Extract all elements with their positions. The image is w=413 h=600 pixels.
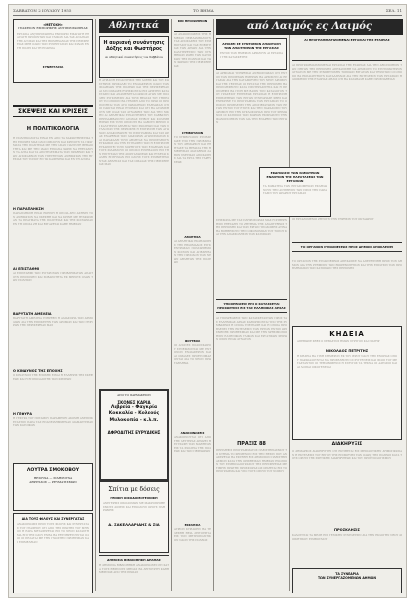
- baths-ad-line1: ΘΕΙΟΥΧΑ — ΣΙΔΗΡΟΥΧΑ: [33, 476, 73, 480]
- column-3-section: ΑΘΛΗΤΙΚΑ: [184, 235, 201, 239]
- pharmacy-ad-line: Μυλοκοπία - κ.λ.π.: [109, 417, 159, 423]
- running-header: [13, 7, 402, 16]
- funeral-notice-title: ΚΗΔΕΙΑ: [329, 330, 365, 338]
- header-paper: ΤΟ ΒΗΜΑ: [193, 8, 214, 13]
- column-3: [174, 19, 211, 593]
- politics-title: Η ΠΟΛΙΤΙΚΟΛΟΓΙΑ: [26, 126, 80, 132]
- sports-masthead: [99, 19, 169, 33]
- funeral-notice-name: ΝΙΚΟΛΑΟΣ ΠΕΤΡΙΤΗΣ: [325, 349, 369, 353]
- merchant-title: «ΜΕΤΟΧΗ»: [43, 23, 63, 27]
- baths-ad-title: ΛΟΥΤΡΑ ΣΜΟΚΟΒΟΥ: [26, 468, 80, 473]
- column-1: [13, 19, 93, 593]
- section-heading: ΑΙ ΕΠΙΣΤΑΘΜΙ: [13, 267, 40, 271]
- pharmacy-ad: [99, 389, 169, 481]
- merchant-box: [13, 19, 93, 83]
- pharmacy-ad-line: Λιβρεία - Φαγκρία: [110, 404, 158, 410]
- column-5: [292, 38, 402, 593]
- baths-ad: [13, 463, 93, 511]
- local-news-masthead: [216, 19, 403, 35]
- funeral-notice-text: ΑΠΕΒΙΩΣΕ ΧΘΕΣ Ο ΣΕΒΑΣΤΟΣ ΗΜΩΝ ΣΥΖΥΓΟΣ ΚΑΙ ΠΑΤΗΡ: [297, 340, 380, 343]
- baths-ad-line2: ΑΘΡΙΤΙΔΟΣ — ΡΕΥΜΑΤΙΣΜΩΝ: [29, 479, 77, 484]
- funeral-notice: [292, 326, 402, 440]
- merchant-text: ΕΡΓΑΣΙΑ ΑΝΤΙΠΡΟΣΩΠΕΙΑ ΕΜΠΟΡΙΟ ΕΙΣΑΓΩΓΗ ΕΞΑΓΩΓΗ ΠΡΟΪΟΝΤΩΝ ΚΑΙ ΥΛΙΚΩΝ ΔΙΑ ΤΑΣ ΑΝΑΓΚΑΣ ΤΗΣ ΑΓΟΡΑΣ ΚΑΙ ΤΗΣ ΒΙΟΜΗΧΑΝΙΑΣ ΤΗΣ ΠΕΡΙΦΕΡΕΙΑΣ ΜΕΘ ΟΛΩΝ ΤΩΝ ΣΥΝΕΡΓΑΤΩΝ ΚΑΙ ΦΙΛΩΝ ΕΝ ΤΗ ΠΟΛΕΙ ΚΑΙ ΤΗ ΕΠΑΡΧΙΑ: [17, 32, 89, 50]
- headline-bar: [13, 105, 93, 117]
- column-3-section: ΑΝΑΚΟΙΝΩΣΕΙΣ: [180, 431, 205, 435]
- column-2: [99, 19, 169, 593]
- politics-text: Η ΠΟΛΙΤΙΚΟΛΟΓΙΑ ΕΙΝΑΙ ΕΝ ΑΠΟ ΤΑ ΧΑΡΑΚΤΗΡΙΣΤΙΚΑ ΤΗΣ ΕΠΟΧΗΣ ΜΑΣ ΟΛΟΙ ΟΜΙΛΟΥΝ ΚΑΙ ΚΡΙΝΟΥΝ ΤΑ ΠΡΑΓΜΑΤΑ ΤΗΣ ΠΟΛΙΤΕΙΑΣ ΜΕ ΤΗΝ ΙΔΙΑΝ ΠΑΝΤΟΤΕ ΒΕΒΑΙΟΤΗΤΑ ΚΑΙ ΜΕ ΤΗΝ ΙΔΙΑΝ ΕΥΚΟΛΙΑ ΧΩΡΙΣ ΝΑ ΕΞΕΤΑΖΟΥΝ ΤΑ ΑΙΤΙΑ ΚΑΙ ΤΑ ΑΠΟΤΕΛΕΣΜΑΤΑ ΤΩΝ ΠΡΑΞΕΩΝ ΚΑΙ ΤΩΝ ΑΠΟΦΑΣΕΩΝ ΤΩΝ ΥΠΕΥΘΥΝΩΝ ΑΝΘΡΩΠΩΝ ΤΗΣ ΗΓΕΣΙΑΣ ΤΟΥ ΤΟΠΟΥ ΕΝ ΤΩ ΚΑΦΕΝΕΙΩ ΚΑΙ ΕΝ ΤΗ ΑΓΟΡΑ: [13, 137, 93, 161]
- match-subtitle: Αι αθλητικαί συναντήσεις του Σαββάτου: [104, 55, 164, 59]
- column-3-text: ΟΙ ΑΓΩΝΕΣ ΠΟΔΟΣΦΑΙΡΟΥ ΣΥΝΕΧΙΖΟΝΤΑΙ ΜΕ ΕΝΤΟΝΟΝ ΕΝΔΙΑΦΕΡΟΝ ΚΑΙ ΑΙ ΟΜΑΔΕΣ ΠΡΟΕΤΟΙΜΑΖΟΝΤΑΙ ΔΙΑ ΤΟ ΝΕΟΝ ΠΡΩΤΑΘΛΗΜΑ: [174, 344, 211, 365]
- sports-text: Η ΑΥΡΙΑΝΗ ΣΥΝΑΝΤΗΣΙΣ ΤΗΣ ΔΟΞΗΣ ΚΑΙ ΤΟΥ ΦΩΣΤΗΡΟΣ ΠΡΟΚΑΛΕΙ ΤΟ ΕΝΔΙΑΦΕΡΟΝ ΟΛΩΝ ΤΩΝ ΦΙΛΑΘΛΩΝ ΤΗΣ ΠΟΛΕΩΣ ΚΑΙ ΤΗΣ ΠΕΡΙΦΕΡΕΙΑΣ ΑΙ ΔΥΟ ΟΜΑΔΕΣ ΕΥΡΙΣΚΟΝΤΑΙ ΕΙΣ ΑΡΙΣΤΗΝ ΚΑΤΑΣΤΑΣΙΝ ΚΑΙ ΑΝΑΜΕΝΕΤΑΙ ΩΡΑΙΟΣ ΑΓΩΝ ΜΕ ΠΟΛΛΗΝ ΣΥΓΚΙΝΗΣΙΝ ΔΙΑ ΤΟΥΣ ΘΕΑΤΑΣ ΤΟΥ ΓΗΠΕΔΟΥ ΤΟ ΟΠΟΙΟΝ ΘΑ ΓΕΜΙΣΗ ΑΠΟ ΤΟ ΠΡΩΙ ΟΙ ΠΡΟΠΟΝΗΤΑΙ ΤΩΝ ΔΥΟ ΣΩΜΑΤΕΙΩΝ ΕΔΗΛΩΣΑΝ ΟΤΙ ΟΙ ΠΑΙΚΤΑΙ ΕΙΝΑΙ ΕΤΟΙΜΟΙ ΚΑΙ ΟΤΙ ΘΑ ΑΓΩΝΙΣΘΟΥΝ ΜΕ ΟΛΑΣ ΤΑΣ ΔΥΝΑΜΕΙΣ ΤΩΝ ΔΙΑ ΤΗΝ ΝΙΚΗΝ ΑΙ ΑΘΛΗΤΙΚΑΙ ΣΥΝΑΝΤΗΣΕΙΣ ΤΟΥ ΣΑΒΒΑΤΟΥ ΠΕΡΙΛΑΜΒΑΝΟΥΝ ΑΓΩΝΑΣ ΣΤΙΒΟΥ ΚΑΙ ΚΟΛΥΜΒΗΣΕΩΣ ΕΙΣ ΤΟΥΣ ΟΠΟΙΟΥΣ ΘΑ ΛΑΒΟΥΝ ΜΕΡΟΣ ΟΙ ΚΑΛΥΤΕΡΟΙ ΑΘΛΗΤΑΙ ΤΩΝ ΣΧΟΛΕΙΩΝ ΚΑΙ ΤΩΝ ΣΥΛΛΟΓΩΝ ΤΗΣ ΠΕΡΙΟΧΗΣ Η ΕΠΙΤΡΟΠΗ ΤΩΝ ΑΓΩΝΩΝ ΑΝΑΚΟΙΝΩΝΕΙ ΤΟ ΠΡΟΓΡΑΜΜΑ ΚΑΙ ΤΑΣ ΩΡΑΣ ΕΝΑΡΞΕΩΣ ΤΩΝ ΔΙΑΦΟΡΩΝ ΑΓΩΝΙΣΜΑΤΩΝ ΚΑΙ ΠΑΡΑΚΑΛΕΙ ΤΟΥΣ ΑΘΛΗΤΑΣ ΝΑ ΠΡΟΣΕΛΘΟΥΝ ΕΓΚΑΙΡΩΣ ΔΙΑ ΤΗΝ ΕΓΓΡΑΦΗΝ ΤΩΝ Η ΕΠΙΤΡΟΠΗ ΕΥΧΑΡΙΣΤΕΙ ΤΟΥΣ ΧΟΡΗΓΟΥΣ ΤΩΝ ΕΠΑΘΛΩΝ ΚΑΙ ΤΟΥΣ ΦΙΛΑΘΛΟΥΣ ΟΙ ΟΠΟΙΟΙ ΣΥΝΕΒΑΛΟΝ ΕΙΣ ΤΗΝ ΕΠΙΤΥΧΙΑΝ ΤΗΣ ΔΙΟΡΓΑΝΩΣΕΩΣ ΚΑΙ ΕΥΧΕΤΑΙ ΚΑΛΗΝ ΕΠΙΤΥΧΙΑΝ ΕΙΣ ΟΛΟΥΣ ΤΟΥΣ ΣΥΜΜΕΤΕΧΟΝΤΑΣ ΑΘΛΗΤΑΣ ΚΑΙ ΤΑΣ ΟΜΑΔΑΣ ΤΗΣ ΠΕΡΙΦΕΡΕΙΑΣ ΜΑΣ: [99, 79, 169, 166]
- obligations-head: [216, 299, 287, 313]
- column-3-section: ΕΚΚΛΗΣΙΑ: [184, 523, 201, 527]
- column-4-lead-title: ΑΡΧΙΖΕΙ ΣΕ ΣΥΝΤΟΜΟΝ ΑΠΑΝΤΑΣΗ ΤΩΝ ΑΠΑΙΤΗΣΕΩΝ ΤΗΣ ΕΡΓΑΣΙΑΣ: [222, 42, 281, 50]
- section-text: ΑΙ ΕΠΙΣΤΑΘΜΙ ΤΩΝ ΣΥΓΧΡΟΝΩΝ ΠΡΟΒΛΗΜΑΤΩΝ ΑΠΑΙΤΟΥΝ ΠΡΟΣΟΧΗΝ ΚΑΙ ΣΟΒΑΡΟΤΗΤΑ ΕΚ ΜΕΡΟΥΣ ΟΛΩΝ ΤΩΝ ΠΟΛΙΤΩΝ: [13, 272, 93, 282]
- column-4-lead-text: ΕΝΤΟΣ ΤΩΝ ΗΜΕΡΩΝ ΑΡΧΙΖΟΥΝ ΑΙ ΕΡΓΑΣΙΑΙ ΤΗΣ ΚΑΤΑΣΚΕΥΗΣ: [220, 52, 283, 59]
- column-headline: ΣΚΕΨΕΙΣ ΚΑΙ ΚΡΙΣΕΙΣ: [18, 108, 88, 115]
- obligations-title: ΥΠΟΧΡΕΩΣΕΙΣ ΕΠΙ Ο ΚΑΤΑΣΚΕΥΑΙ ΠΡΟΧΩΡΗΣΙΣ ΕΙΣ ΤΑΣ ΕΛΛΗΝΙΚΑΣ ΑΡΧΑΣ: [217, 302, 286, 310]
- unions-footer-title: ΤΑ ΣΥΝΕΔΡΙΑ: [335, 572, 359, 576]
- column-4-text: ΑΙ ΥΠΟΧΡΕΩΣΕΙΣ ΤΩΝ ΚΑΤΑΣΚΕΥΑΣΤΩΝ ΠΡΟΣ ΤΑΣ ΕΛΛΗΝΙΚΑΣ ΑΡΧΑΣ ΚΑΘΟΡΙΖΟΝΤΑΙ ΥΠΟ ΤΗΣ ΣΥΜΒΑΣΕΩΣ Η ΟΠΟΙΑ ΥΠΕΓΡΑΦΗ ΚΑΙ Η ΟΠΟΙΑ ΠΡΟΒΛΕΠΕΙ ΤΗΝ ΕΚΤΕΛΕΣΙΝ ΤΩΝ ΕΡΓΩΝ ΕΝΤΟΣ ΩΡΙΣΜΕΝΗΣ ΠΡΟΘΕΣΜΙΑΣ ΚΑΙ ΜΕ ΤΗΝ ΧΡΗΣΙΜΟΠΟΙΗΣΙΝ ΕΛΛΗΝΙΚΩΝ ΥΛΙΚΩΝ ΚΑΙ ΕΡΓΑΤΙΚΩΝ ΧΕΙΡΩΝ ΟΣΟΝ ΕΙΝΑΙ ΔΥΝΑΤΟΝ: [216, 317, 287, 341]
- header-page: ΣΕΛ. 11: [385, 8, 402, 13]
- column-4-lead: [216, 38, 287, 70]
- sports-masthead-title: Αθλητικά: [109, 21, 159, 31]
- column-3-text: ΤΟ ΣΥΜΒΟΥΛΙΟΝ ΣΥΝΕΔΡΙΑΣΕ ΥΠΟ ΤΗΝ ΠΡΟΕΔΡΙΑΝ ΤΟΥ ΔΗΜΑΡΧΟΥ ΚΑΙ ΕΞΗΤΑΣΕ ΤΑ ΘΕΜΑΤΑ ΤΗΣ ΗΜΕΡΗΣΙΑΣ ΔΙΑΤΑΞΕΩΣ ΛΑΒΟΝ ΣΧΕΤΙΚΑΣ ΑΠΟΦΑΣΕΙΣ ΔΙΑ ΤΑ ΕΡΓΑ ΤΗΣ ΥΔΡΕΥΣΕΩΣ: [174, 136, 211, 164]
- houses-ad-subtitle: ΓΕΝΙΚΗ ΟΙΚΟΔΟΜΟΤΕΧΝΙΚΗ: [110, 496, 158, 500]
- library-notice-text: Η ΔΗΜΟΣΙΑ ΒΙΒΛΙΟΘΗΚΗ ΑΝΑΚΟΙΝΩΝΕΙ ΟΤΙ ΚΑΤΑ ΤΟΥΣ ΘΕΡΙΝΟΥΣ ΜΗΝΑΣ ΘΑ ΛΕΙΤΟΥΡΓΗ ΚΑΘΗΜΕΡΙΝΩΣ ΑΠΟ ΤΗΣ ΠΡΩΙΑΣ: [99, 564, 169, 574]
- column-5-lead-title: ΑΙ ΠΡΟΓΡΑΜΜΑΤΙΖΟΜΕΝΑΙ ΕΡΓΑΣΙΑΙ ΤΗΣ ΕΤΑΙΡΙΑΣ: [304, 38, 390, 42]
- column-rule: [213, 19, 214, 591]
- column-4-text: ΑΙ ΑΡΜΟΔΙΑΙ ΥΠΗΡΕΣΙΑΙ ΑΝΕΚΟΙΝΩΣΑΝ ΟΤΙ ΕΝΤΟΣ ΤΩΝ ΠΡΟΣΕΧΩΝ ΗΜΕΡΩΝ ΘΑ ΑΡΧΙΣΟΥΝ ΑΙ ΕΡΓΑΣΙΑΙ ΔΙΑ ΤΗΝ ΚΑΤΑΣΚΕΥΗΝ ΤΟΥ ΝΕΟΥ ΔΡΟΜΟΥ ΚΑΙ ΤΗΣ ΓΕΦΥΡΑΣ ΟΙ ΕΡΓΑΤΑΙ ΤΗΣ ΠΕΡΙΟΧΗΣ ΘΑ ΠΡΟΣΛΗΦΘΟΥΝ ΚΑΤΑ ΠΡΟΤΕΡΑΙΟΤΗΤΑ ΚΑΙ Η ΠΡΟΣΛΗΨΙΣ ΘΑ ΓΙΝΗ ΜΕ ΒΑΣΙΝ ΤΟΝ ΚΑΤΑΛΟΓΟΝ ΤΟΥ ΓΡΑΦΕΙΟΥ ΕΥΡΕΣΕΩΣ ΕΡΓΑΣΙΑΣ Η ΕΠΙΤΡΟΠΗ ΕΠΙΒΛΕΨΕΩΣ ΤΩΝ ΕΡΓΩΝ ΣΥΝΕΔΡΙΑΣΕ ΧΘΕΣ ΚΑΙ ΕΝΕΚΡΙΝΕ ΤΟ ΠΡΟΓΡΑΜΜΑ ΤΩΝ ΕΡΓΑΣΙΩΝ ΤΟ ΟΠΟΙΟΝ ΠΡΟΒΛΕΠΕΙ ΤΗΝ ΑΠΟΠΕΡΑΤΩΣΙΝ ΤΩΝ ΕΡΓΩΝ ΕΝΤΟΣ ΤΟΥ ΕΤΟΥΣ ΚΑΙ ΤΗΝ ΠΑΡΑΔΟΣΙΝ ΤΟΥ ΔΡΟΜΟΥ ΕΙΣ ΤΗΝ ΚΥΚΛΟΦΟΡΙΑΝ ΠΡΟ ΤΟΥ ΧΕΙΜΩΝΟΣ ΟΙ ΚΑΤΟΙΚΟΙ ΤΩΝ ΧΩΡΙΩΝ ΕΚΦΡΑΖΟΥΝ ΤΗΝ ΙΚΑΝΟΠΟΙΗΣΙΝ ΤΩΝ ΔΙΑ ΤΗΝ ΕΝΑΡΞΙΝ ΤΩΝ ΕΡΓΩΝ: [216, 72, 287, 124]
- houses-ad: [99, 481, 169, 553]
- header-date: ΣΑΒΒΑΤΟΝ 2 ΙΟΥΛΙΟΥ 1955: [13, 8, 72, 13]
- pharmacy-ad-footer: ΑΦΡΟΔΙΤΗΣ ΕΥΡΥΔΙΚΗΣ: [107, 430, 161, 436]
- merchant-tag: ΣΥΝΕΡΓΑΣΙΑ: [42, 64, 64, 69]
- column-3-section: ΦΟΥΤΒΟΛ: [184, 339, 201, 343]
- sale-heading: ΠΡΑΞΙΣ 88: [237, 441, 266, 447]
- unions-footer-subtitle: ΤΩΝ ΣΥΝΕΡΓΑΖΟΜΕΝΩΝ ΔΗΜΩΝ: [317, 576, 377, 580]
- section-text: ΠΑΡΑΠΛΗΚΣΗ ΕΙΝΑΙ ΕΚΕΙΝΗ Η ΟΠΟΙΑ ΔΕΝ ΑΦΗΝΕΙ ΤΟΝ ΑΝΘΡΩΠΟΝ ΝΑ ΣΚΕΦΘΗ ΚΑΙ ΝΑ ΚΡΙΝΗ ΜΕ ΨΥΧΡΑΙΜΙΑΝ ΤΑ ΠΡΑΓΜΑΤΑ ΤΗΣ ΠΟΛΙΤΕΙΑΣ ΚΑΙ ΤΗΣ ΚΟΙΝΩΝΙΑΣ ΕΝ ΤΗ ΟΠΟΙΑ ΖΗ ΚΑΙ ΕΡΓΑΖΕΤΑΙ ΚΑΘΕ ΗΜΕΡΑΝ: [13, 212, 93, 226]
- friends-notice-title: ΔΙΑ ΤΟΥΣ ΦΙΛΟΥΣ ΚΑΙ ΣΥΝΕΡΓΑΤΑΣ: [21, 517, 85, 521]
- unions-footer-box: [292, 568, 402, 593]
- friends-notice-text: ΑΝΑΚΟΙΝΩΣΙΣ ΠΡΟΣ ΤΟΥΣ ΦΙΛΟΥΣ ΚΑΙ ΣΥΝΕΡΓΑΤΑΣ ΤΟΥ ΓΡΑΦΕΙΟΥ ΟΤΙ ΑΠΟ ΤΗΣ ΠΡΩΤΗΣ ΤΟΥ ΜΗΝΟΣ Η ΕΔΡΑ ΜΕΤΑΦΕΡΕΤΑΙ ΕΙΣ ΤΟ ΝΕΟΝ ΚΑΤΑΣΤΗΜΑ ΕΠΙ ΤΗΣ ΟΔΟΥ ΕΝΘΑ ΘΑ ΕΞΥΠΗΡΕΤΟΥΝΤΑΙ ΟΛΟΙ ΟΙ ΠΕΛΑΤΑΙ ΜΕ ΤΗΝ ΓΝΩΣΤΗΝ ΠΡΟΘΥΜΙΑΝ ΚΑΙ ΕΠΙΜΕΛΕΙΑΝ: [17, 523, 89, 544]
- funeral-notice-text: Η ΚΗΔΕΙΑ ΘΑ ΓΙΝΗ ΣΗΜΕΡΟΝ ΕΚ ΤΟΥ ΙΕΡΟΥ ΝΑΟΥ ΤΗΣ ΕΝΟΡΙΑΣ ΟΠΟΥ ΠΑΡΑΚΑΛΟΥΝΤΑΙ ΝΑ ΠΡΟΣΕΛΘΟΥΝ ΟΙ ΣΥΓΓΕΝΕΙΣ ΚΑΙ ΦΙΛΟΙ ΤΟΥ ΜΕΤΑΣΤΑΝΤΟΣ ΟΙ ΤΕΘΛΙΜΜΕΝΟΙ Η ΣΥΖΥΓΟΣ ΤΑ ΤΕΚΝΑ ΟΙ ΑΔΕΛΦΟΙ ΚΑΙ ΑΙ ΛΟΙΠΑΙ ΟΙΚΟΓΕΝΕΙΑΙ: [297, 355, 397, 369]
- column-3-text: ΑΙ ΑΘΛΗΤΙΚΑΙ ΕΚΔΗΛΩΣΕΙΣ ΤΗΣ ΕΒΔΟΜΑΔΟΣ ΣΥΓΚΕΝΤΡΩΣΑΝ ΠΟΛΥΑΡΙΘΜΟΝ ΚΟΙΝΟΝ ΚΑΙ ΑΠΕΔΕΙΞΑΝ ΤΗΝ ΠΡΟΟΔΟΝ ΤΩΝ ΝΕΩΝ ΑΘΛΗΤΩΝ ΤΗΣ ΠΟΛΕΩΣ: [174, 240, 211, 264]
- column-4-text: ΣΥΜΦΩΝΑ ΜΕ ΤΑΣ ΠΛΗΡΟΦΟΡΙΑΣ ΜΑΣ Η ΚΥΒΕΡΝΗΣΙΣ ΕΞΕΤΑΖΕΙ ΤΟ ΖΗΤΗΜΑ ΤΗΣ ΑΝΑΠΤΥΞΕΩΣ ΤΗΣ ΠΕΡΙΟΧΗΣ ΚΑΙ ΤΩΝ ΕΡΓΩΝ ΥΠΟΔΟΜΗΣ ΑΤΙΝΑ ΘΑ ΒΟΗΘΗΣΟΥΝ ΤΗΝ ΟΙΚΟΝΟΜΙΑΝ ΤΟΥ ΤΟΠΟΥ ΚΑΙ ΤΗΝ ΑΠΑΣΧΟΛΗΣΙΝ ΤΩΝ ΚΑΤΟΙΚΩΝ: [216, 219, 287, 236]
- local-news-masthead-title: από Λαιμός ες Λαιμός: [246, 21, 373, 32]
- column-4-text: ΠΕΡΙΛΗΨΙΣ ΠΡΟΓΡΑΜΜΑΤΟΣ ΠΛΕΙΣΤΗΡΙΑΣΜΟΥ ΤΟ ΚΤΗΜΑ ΤΟ ΚΕΙΜΕΝΟΝ ΕΙΣ ΤΗΝ ΘΕΣΙΝ ΠΟΥ ΑΝΑΦΕΡΕΤΑΙ ΘΑ ΕΚΤΕΘΗ ΕΙΣ ΔΗΜΟΣΙΟΝ ΠΛΕΙΣΤΗΡΙΑΣΜΟΝ ΚΑΤΑ ΤΗΝ ΟΡΙΣΘΕΙΣΑΝ ΗΜΕΡΑΝ ΕΝΩΠΙΟΝ ΤΟΥ ΣΥΜΒΟΛΑΙΟΓΡΑΦΟΥ ΤΗΣ ΠΕΡΙΦΕΡΕΙΑΣ ΜΕ ΤΙΜΗΝ ΠΡΩΤΗΣ ΠΡΟΣΦΟΡΑΣ ΩΣ ΟΡΙΖΕΤΑΙ ΕΙΣ ΤΟ ΠΡΟΓΡΑΜΜΑ ΚΑΙ ΥΠΟ ΤΟΥΣ ΟΡΟΥΣ ΤΟΥ ΝΟΜΟΥ: [216, 449, 287, 473]
- column-3-head: [174, 19, 211, 32]
- section-heading: ΒΑΡΥΤΑΤΗ ΑΜΕΛΕΙΑ: [13, 312, 52, 316]
- column-3-text: ΑΝΑΚΟΙΝΟΥΤΑΙ ΟΤΙ ΑΠΟ ΤΗΣ ΔΕΥΤΕΡΑΣ ΑΡΧΙΖΕΙ Η ΕΓΓΡΑΦΗ ΤΩΝ ΜΑΘΗΤΩΝ ΕΙΣ ΤΑ ΣΧΟΛΕΙΑ ΤΗΣ ΠΟΛΕΩΣ ΚΑΙ ΤΩΝ ΠΕΡΙΧΩΡΩΝ: [174, 436, 211, 453]
- section-heading: Η ΓΕΦΥΡΑ: [13, 412, 32, 416]
- section-heading: Ο ΚΙΝΔΥΝΟΣ ΤΗΣ ΕΠΟΧΗΣ: [13, 369, 63, 373]
- match-title: Η αυριανή συνάντησις Δόξης και Φωστήρος: [103, 41, 165, 52]
- column-5-text: ΤΟ ΟΡΓΑΝΟΝ ΤΗΣ ΣΥΝΑΙΝΕΣΕΩΣ ΑΠΕΦΑΣΙΣΕ ΝΑ ΑΠΕΥΘΥΝΘΗ ΠΡΟΣ ΤΟΝ ΔΗΜΟΝ ΔΙΑ ΤΗΝ ΡΥΘΜΙΣΙΝ ΤΩΝ ΕΚΚΡΕΜΟΤΗΤΩΝ ΚΑΙ ΤΗΝ ΕΠΙΛΥΣΙΝ ΤΩΝ ΠΡΟΒΛΗΜΑΤΩΝ ΤΩΝ ΚΑΤΟΙΚΩΝ ΤΗΣ ΠΕΡΙΟΧΗΣ: [292, 260, 402, 270]
- pharmacy-ad-label: ΑΠΟ ΤΟ ΦΑΡΜΑΚΕΙΟΝ: [117, 393, 151, 397]
- column-rule: [171, 19, 172, 591]
- houses-ad-title: Σπίτια με δόσεις: [108, 486, 160, 493]
- library-notice: [99, 555, 169, 593]
- match-announcement: [99, 36, 169, 78]
- column-5-text: ΟΙ ΕΡΓΑΖΟΜΕΝΟΙ ΖΗΤΟΥΝ ΤΗΝ ΤΗΡΗΣΙΝ ΤΟΥ ΟΚΤΑΩΡΟΥ: [292, 218, 374, 221]
- houses-ad-text: ΑΝΕΓΕΡΣΙΣ ΟΙΚΟΔΟΜΩΝ ΜΕ ΜΑΚΡΟΠΡΟΘΕΣΜΟΥΣ ΔΟΣΕΙΣ ΚΑΙ ΕΥΚΟΛΟΥΣ ΟΡΟΥΣ ΠΛΗΡΩΜΗΣ: [103, 502, 165, 512]
- column-3-section: ΣΥΜΒΟΥΛΙΟΝ: [181, 131, 204, 135]
- pharmacy-ad-line: ΣΚΟΝΕΣ ΚΑΡΙΑ: [117, 399, 151, 405]
- column-5-notice-title: ΤΟ ΟΡΓΑΝΟΝ ΣΥΝΑΙΝΕΣΕΩΣ ΠΡΟΣ ΔΗΜΟΝ ΑΠΟΚΛΕΙΣΕΙ: [300, 245, 394, 249]
- section-text: Η ΓΕΦΥΡΑ ΤΟΥ ΠΟΤΑΜΟΥ ΠΑΡΑΜΕΝΕΙ ΑΚΟΜΗ ΑΝΕΠΙΣΚΕΥΑΣΤΟΣ ΠΑΡΑ ΤΑΣ ΕΠΑΝΕΙΛΗΜΜΕΝΑΣ ΔΙΑΜΑΡΤΥΡΙΑΣ ΤΩΝ ΚΑΤΟΙΚΩΝ: [13, 417, 93, 427]
- column-rule: [95, 19, 96, 591]
- section-text: ΒΑΡΥΤΑΤΗ ΑΜΕΛΕΙΑ ΥΠΗΡΞΕΝ Η ΑΔΙΑΦΟΡΙΑ ΤΩΝ ΑΡΜΟΔΙΩΝ ΔΙΑ ΤΗΝ ΕΠΙΣΚΕΥΗΝ ΤΩΝ ΔΡΟΜΩΝ ΚΑΙ ΤΩΝ ΓΕΦΥΡΩΝ ΤΗΣ ΠΕΡΙΦΕΡΕΙΑΣ ΜΑΣ: [13, 317, 93, 327]
- column-5-notice: [292, 242, 402, 252]
- unions-box-text: ΤΑ ΣΩΜΑΤΕΙΑ ΤΩΝ ΕΡΓΑΖΟΜΕΝΩΝ ΕΚΔΗΛΩΝΟΥΝ ΤΗΝ ΑΝΤΙΘΕΣΙΝ ΤΩΝ ΠΡΟΣ ΤΗΝ ΠΑΡΑΤΑΣΙΝ ΤΟΥ ΩΡΑΡΙΟΥ ΕΡΓΑΣΙΑΣ: [263, 185, 327, 195]
- library-notice-title: ΔΗΜΟΣΙΑ ΒΙΒΛΙΟΘΗΚΗ ΔΡΑΜΑΣ: [107, 558, 161, 562]
- merchant-subtitle: ΓΡΑΦΕΙΟΝ ΕΜΠΟΡΙΚΗΣ ΑΝΤΙΠΡΟΣΩΠΕΙΑΣ: [18, 26, 88, 30]
- column-3-title: ΚΙΝ ΠΡΟΣΩΠΕΙΟΝ: [177, 19, 208, 23]
- politics-subhead: [13, 125, 93, 133]
- newspaper-page: [8, 4, 407, 598]
- section-heading: Η ΠΑΡΑΠΛΗΚΣΗ: [13, 207, 44, 211]
- column-3-text: ΑΙ ΑΝΑΚΟΙΝΩΣΕΙΣ ΤΗΣ ΗΜΕΡΑΣ ΠΕΡΙΛΑΜΒΑΝΟΥΝ ΤΑΣ ΑΠΟΦΑΣΕΙΣ ΤΟΥ ΣΥΜΒΟΥΛΙΟΥ ΚΑΙ ΤΑΣ ΕΝΕΡΓΕΙΑΣ ΤΩΝ ΑΡΧΩΝ ΔΙΑ ΤΗΝ ΚΑΛΥΤΕΡΕΥΣΙΝ ΤΩΝ ΣΥΝΘΗΚΩΝ ΖΩΗΣ ΤΩΝ ΚΑΤΟΙΚΩΝ ΤΗΣ ΠΟΛΕΩΣ ΚΑΙ ΤΩΝ ΧΩΡΙΩΝ ΤΗΣ ΠΕΡΙΦΕΡΕΙΑΣ: [174, 33, 211, 68]
- column-4-lower: [216, 219, 287, 589]
- column-3-text: ΑΥΡΙΟΝ ΚΥΡΙΑΚΗΝ ΘΑ ΤΕΛΕΣΘΗ ΘΕΙΑ ΛΕΙΤΟΥΡΓΙΑ ΕΙΣ ΤΟΝ ΜΗΤΡΟΠΟΛΙΤΙΚΟΝ ΝΑΟΝ ΤΗΣ ΠΟΛΕΩΣ: [174, 528, 211, 542]
- column-rule: [289, 19, 290, 591]
- column-5-text: ΚΑΛΟΥΝΤΑΙ ΤΑ ΜΕΛΗ ΕΙΣ ΓΕΝΙΚΗΝ ΣΥΝΕΛΕΥΣΙΝ ΔΙΑ ΤΗΝ ΕΚΛΟΓΗΝ ΝΕΟΥ ΔΙΟΙΚΗΤΙΚΟΥ ΣΥΜΒΟΥΛΙΟΥ: [292, 534, 402, 541]
- pharmacy-ad-line: Κοκκαλία - Κολεούς: [108, 411, 160, 417]
- invitation-heading: ΠΡΟΣΚΛΗΣΙΣ: [334, 528, 360, 532]
- section-text: Ο ΚΙΝΔΥΝΟΣ ΤΗΣ ΕΠΟΧΗΣ ΕΙΝΑΙ Η ΕΛΛΕΙΨΙΣ ΤΗΣ ΣΚΕΨΕΩΣ ΚΑΙ Η ΕΠΙΠΟΛΑΙΟΤΗΣ ΤΩΝ ΚΡΙΣΕΩΝ: [13, 374, 93, 381]
- column-5-lead: [292, 38, 402, 61]
- unions-box-title: ΕΚΔΗΛΩΣΙΣ ΤΩΝ ΣΩΜΑΤΕΙΩΝ ΕΝΑΝΤΙΟΝ ΤΗΣ ΠΑΡΑΤΑΣΕΩΣ ΤΩΝ ΕΡΓΑΣΙΩΝ: [266, 171, 324, 183]
- column-5-text: Ο ΔΗΜΑΡΧΟΣ ΔΙΑΚΗΡΥΤΤΕΙ ΟΤΙ ΕΚΤΙΘΕΤΑΙ ΕΙΣ ΜΕΙΟΔΟΤΙΚΗΝ ΔΗΜΟΠΡΑΣΙΑΝ Η ΕΚΤΕΛΕΣΙΣ ΤΟΥ ΕΡΓΟΥ ΤΗΣ ΕΠΙΣΚΕΥΗΣ ΤΩΝ ΟΔΩΝ ΤΗΣ ΠΟΛΕΩΣ ΚΑΤΑ ΤΟΥΣ ΟΡΟΥΣ ΤΗΣ ΣΧΕΤΙΚΗΣ ΔΙΑΚΗΡΥΞΕΩΣ ΚΑΙ ΤΟΥ ΠΡΟΫΠΟΛΟΓΙΣΜΟΥ: [292, 450, 402, 460]
- houses-ad-company: Δ. ΣΑΚΕΛΛΑΡΙΔΗΣ & ΣΙΑ: [108, 522, 160, 527]
- column-5-text: ΑΙ ΠΡΟΓΡΑΜΜΑΤΙΖΟΜΕΝΑΙ ΕΡΓΑΣΙΑΙ ΤΗΣ ΕΤΑΙΡΙΑΣ ΔΙΑ ΤΗΝ ΑΞΙΟΠΟΙΗΣΙΝ ΤΩΝ ΠΗΓΩΝ ΤΗΣ ΠΕΡΙΟΧΗΣ ΑΠΕΦΑΣΙΣΘΗ ΝΑ ΑΡΧΙΣΟΥΝ ΤΟ ΣΥΝΤΟΜΩΤΕΡΟΝ ΔΥΝΑΤΟΝ ΜΕ ΤΗΝ ΣΥΜΜΕΤΟΧΗΝ ΤΟΠΙΚΩΝ ΕΡΓΑΤΩΝ ΚΑΙ ΤΕΧΝΙΤΩΝ ΟΙ ΟΠΟΙΟΙ ΘΑ ΕΚΠΑΙΔΕΥΘΟΥΝ ΚΑΤΑΛΛΗΛΩΣ ΔΙΑ ΤΗΝ ΕΚΤΕΛΕΣΙΝ ΤΩΝ ΕΡΓΑΣΙΩΝ Η ΔΙΟΙΚΗΣΙΣ ΤΗΣ ΕΤΑΙΡΙΑΣ ΔΗΛΟΙ ΟΤΙ ΘΑ ΚΑΤΑΒΑΛΗ ΚΑΘΕ ΠΡΟΣΠΑΘΕΙΑΝ: [292, 64, 402, 81]
- declaration-heading: ΔΙΑΚΗΡΥΞΙΣ: [331, 442, 363, 447]
- friends-notice: [13, 513, 93, 593]
